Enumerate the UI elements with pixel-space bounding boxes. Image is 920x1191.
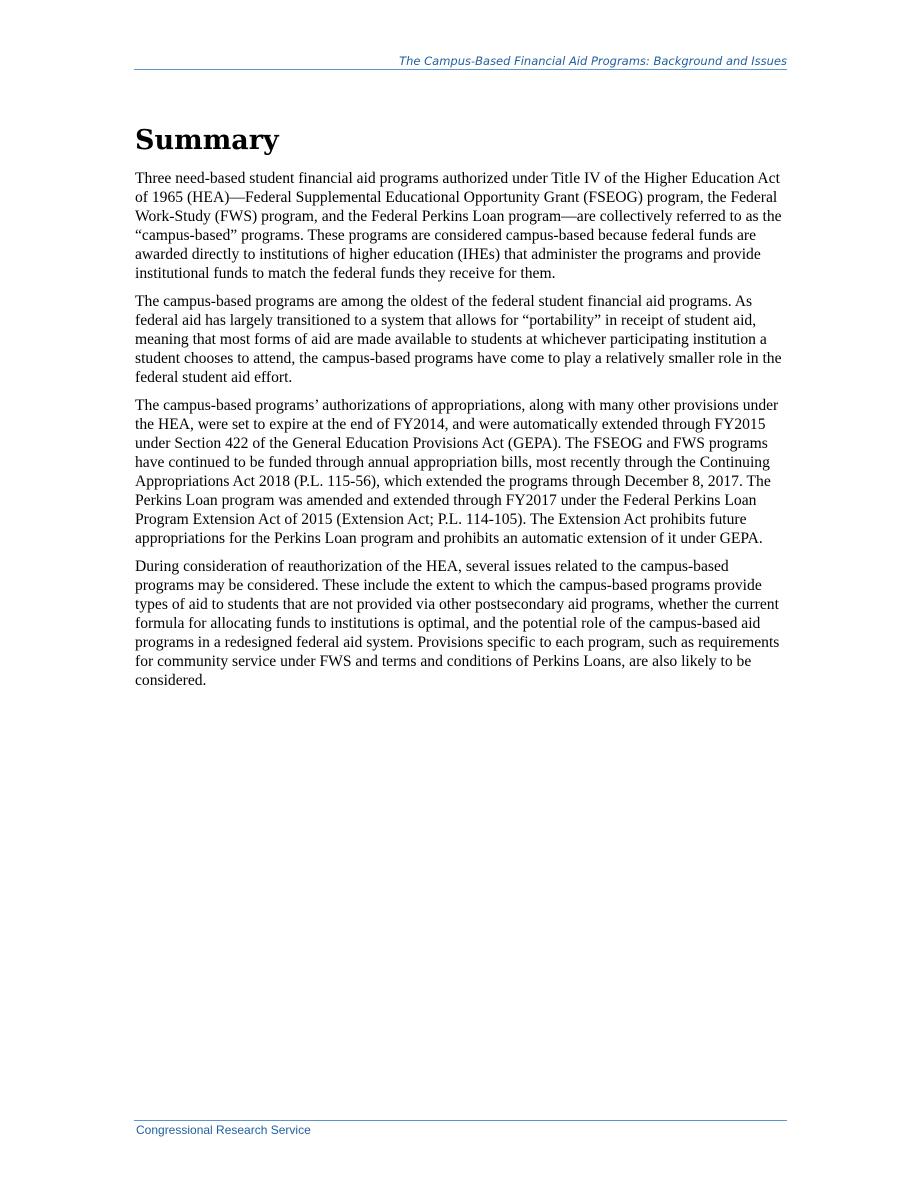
summary-body (135, 169, 787, 699)
paragraph: The campus-based programs are among the oldest of the federal student financial aid programs. As federal aid has largely transitioned to a system that allows for “portability” in receipt of student aid, meaning that most forms of aid are made available to students at whichever participating institution a student chooses to attend, the campus-based programs have come to play a relatively smaller role in the federal student aid effort. (135, 293, 782, 386)
footer-publisher: Congressional Research Service (136, 1123, 311, 1137)
paragraph: The campus-based programs’ authorizations of appropriations, along with many other provisions under the HEA, were set to expire at the end of FY2014, and were automatically extended through FY2015 under Section 422 of the General Education Provisions Act (GEPA). The FSEOG and FWS programs have continued to be funded through annual appropriation bills, most recently through the Continuing Appropriations Act 2018 (P.L. 115-56), which extended the programs through December 8, 2017. The Perkins Loan program was amended and extended through FY2017 under the Federal Perkins Loan Program Extension Act of 2015 (Extension Act; P.L. 114-105). The Extension Act prohibits future appropriations for the Perkins Loan program and prohibits an automatic extension of it under GEPA. (135, 397, 779, 547)
paragraph: During consideration of reauthorization of the HEA, several issues related to the campus-based programs may be considered. These include the extent to which the campus-based programs provide types of aid to students that are not provided via other postsecondary aid programs, whether the current formula for allocating funds to institutions is optimal, and the potential role of the campus-based aid programs in a redesigned federal aid system. Provisions specific to each program, such as requirements for community service under FWS and terms and conditions of Perkins Loans, are also likely to be considered. (135, 558, 780, 689)
running-header: The Campus-Based Financial Aid Programs: Background and Issues (399, 54, 787, 68)
section-title: Summary (135, 125, 279, 156)
footer-rule (134, 1120, 787, 1121)
header-rule (134, 69, 787, 70)
paragraph: Three need-based student financial aid programs authorized under Title IV of the Higher Education Act of 1965 (HEA)—Federal Supplemental Educational Opportunity Grant (FSEOG) program, the Federal Work-Study (FWS) program, and the Federal Perkins Loan program—are collectively referred to as the “campus-based” programs. These programs are considered campus-based because federal funds are awarded directly to institutions of higher education (IHEs) that administer the programs and provide institutional funds to match the federal funds they receive for them. (135, 170, 782, 282)
